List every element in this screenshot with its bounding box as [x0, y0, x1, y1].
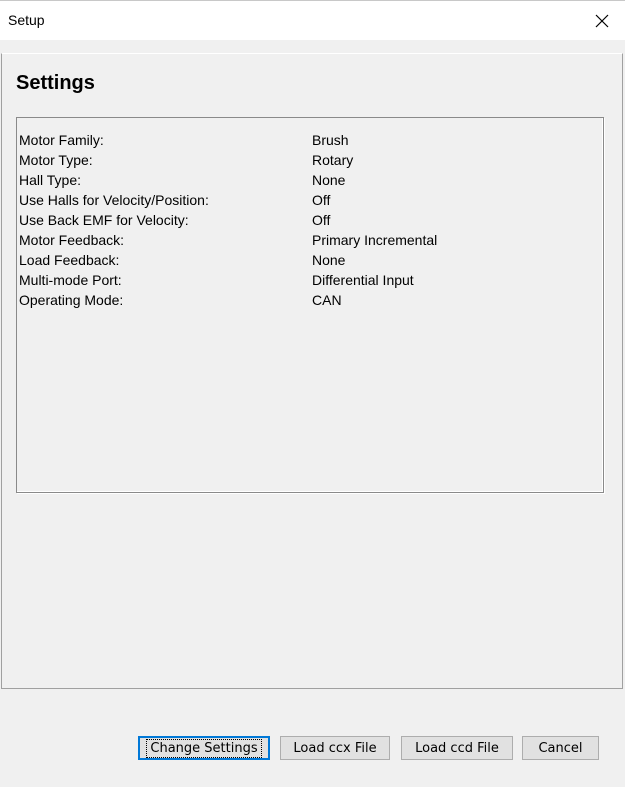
setting-value: CAN: [312, 292, 342, 308]
panel-title: Settings: [16, 72, 95, 94]
cancel-label: Cancel: [538, 740, 583, 756]
setting-row-motor-type: [19, 152, 599, 172]
cancel-button[interactable]: [522, 736, 599, 760]
setting-row-motor-family: [19, 132, 599, 152]
setting-label: Motor Type:: [19, 152, 93, 168]
settings-panel: [1, 53, 623, 689]
setting-row-operating-mode: [19, 292, 599, 312]
setting-label: Load Feedback:: [19, 252, 120, 268]
setting-label: Operating Mode:: [19, 292, 124, 308]
load-ccd-file-label: Load ccd File: [415, 740, 499, 756]
close-icon: [594, 13, 610, 29]
setting-row-use-back-emf: [19, 212, 599, 232]
close-button[interactable]: [579, 1, 625, 40]
setting-label: Motor Feedback:: [19, 232, 125, 248]
settings-summary-box: [16, 117, 604, 493]
setting-row-use-halls: [19, 192, 599, 212]
change-settings-label: Change Settings: [150, 740, 258, 756]
setting-label: Use Halls for Velocity/Position:: [19, 192, 209, 208]
setting-label: Multi-mode Port:: [19, 272, 122, 288]
button-bar: [0, 689, 625, 787]
setting-value: Off: [312, 212, 331, 228]
setting-value: None: [312, 252, 346, 268]
load-ccx-file-button[interactable]: [280, 736, 390, 760]
setting-value: None: [312, 172, 346, 188]
setting-value: Primary Incremental: [312, 232, 438, 248]
setting-label: Motor Family:: [19, 132, 104, 148]
setting-value: Differential Input: [312, 272, 414, 288]
load-ccd-file-button[interactable]: [401, 736, 513, 760]
setting-value: Rotary: [312, 152, 354, 168]
setting-row-motor-feedback: [19, 232, 599, 252]
setting-row-load-feedback: [19, 252, 599, 272]
setting-value: Off: [312, 192, 331, 208]
setting-row-multi-mode-port: [19, 272, 599, 292]
title-bar: [0, 0, 625, 40]
setting-row-hall-type: [19, 172, 599, 192]
load-ccx-file-label: Load ccx File: [293, 740, 377, 756]
change-settings-button[interactable]: [138, 736, 270, 760]
setting-value: Brush: [312, 132, 349, 148]
window-title: Setup: [8, 12, 45, 28]
setting-label: Use Back EMF for Velocity:: [19, 212, 189, 228]
setting-label: Hall Type:: [19, 172, 81, 188]
